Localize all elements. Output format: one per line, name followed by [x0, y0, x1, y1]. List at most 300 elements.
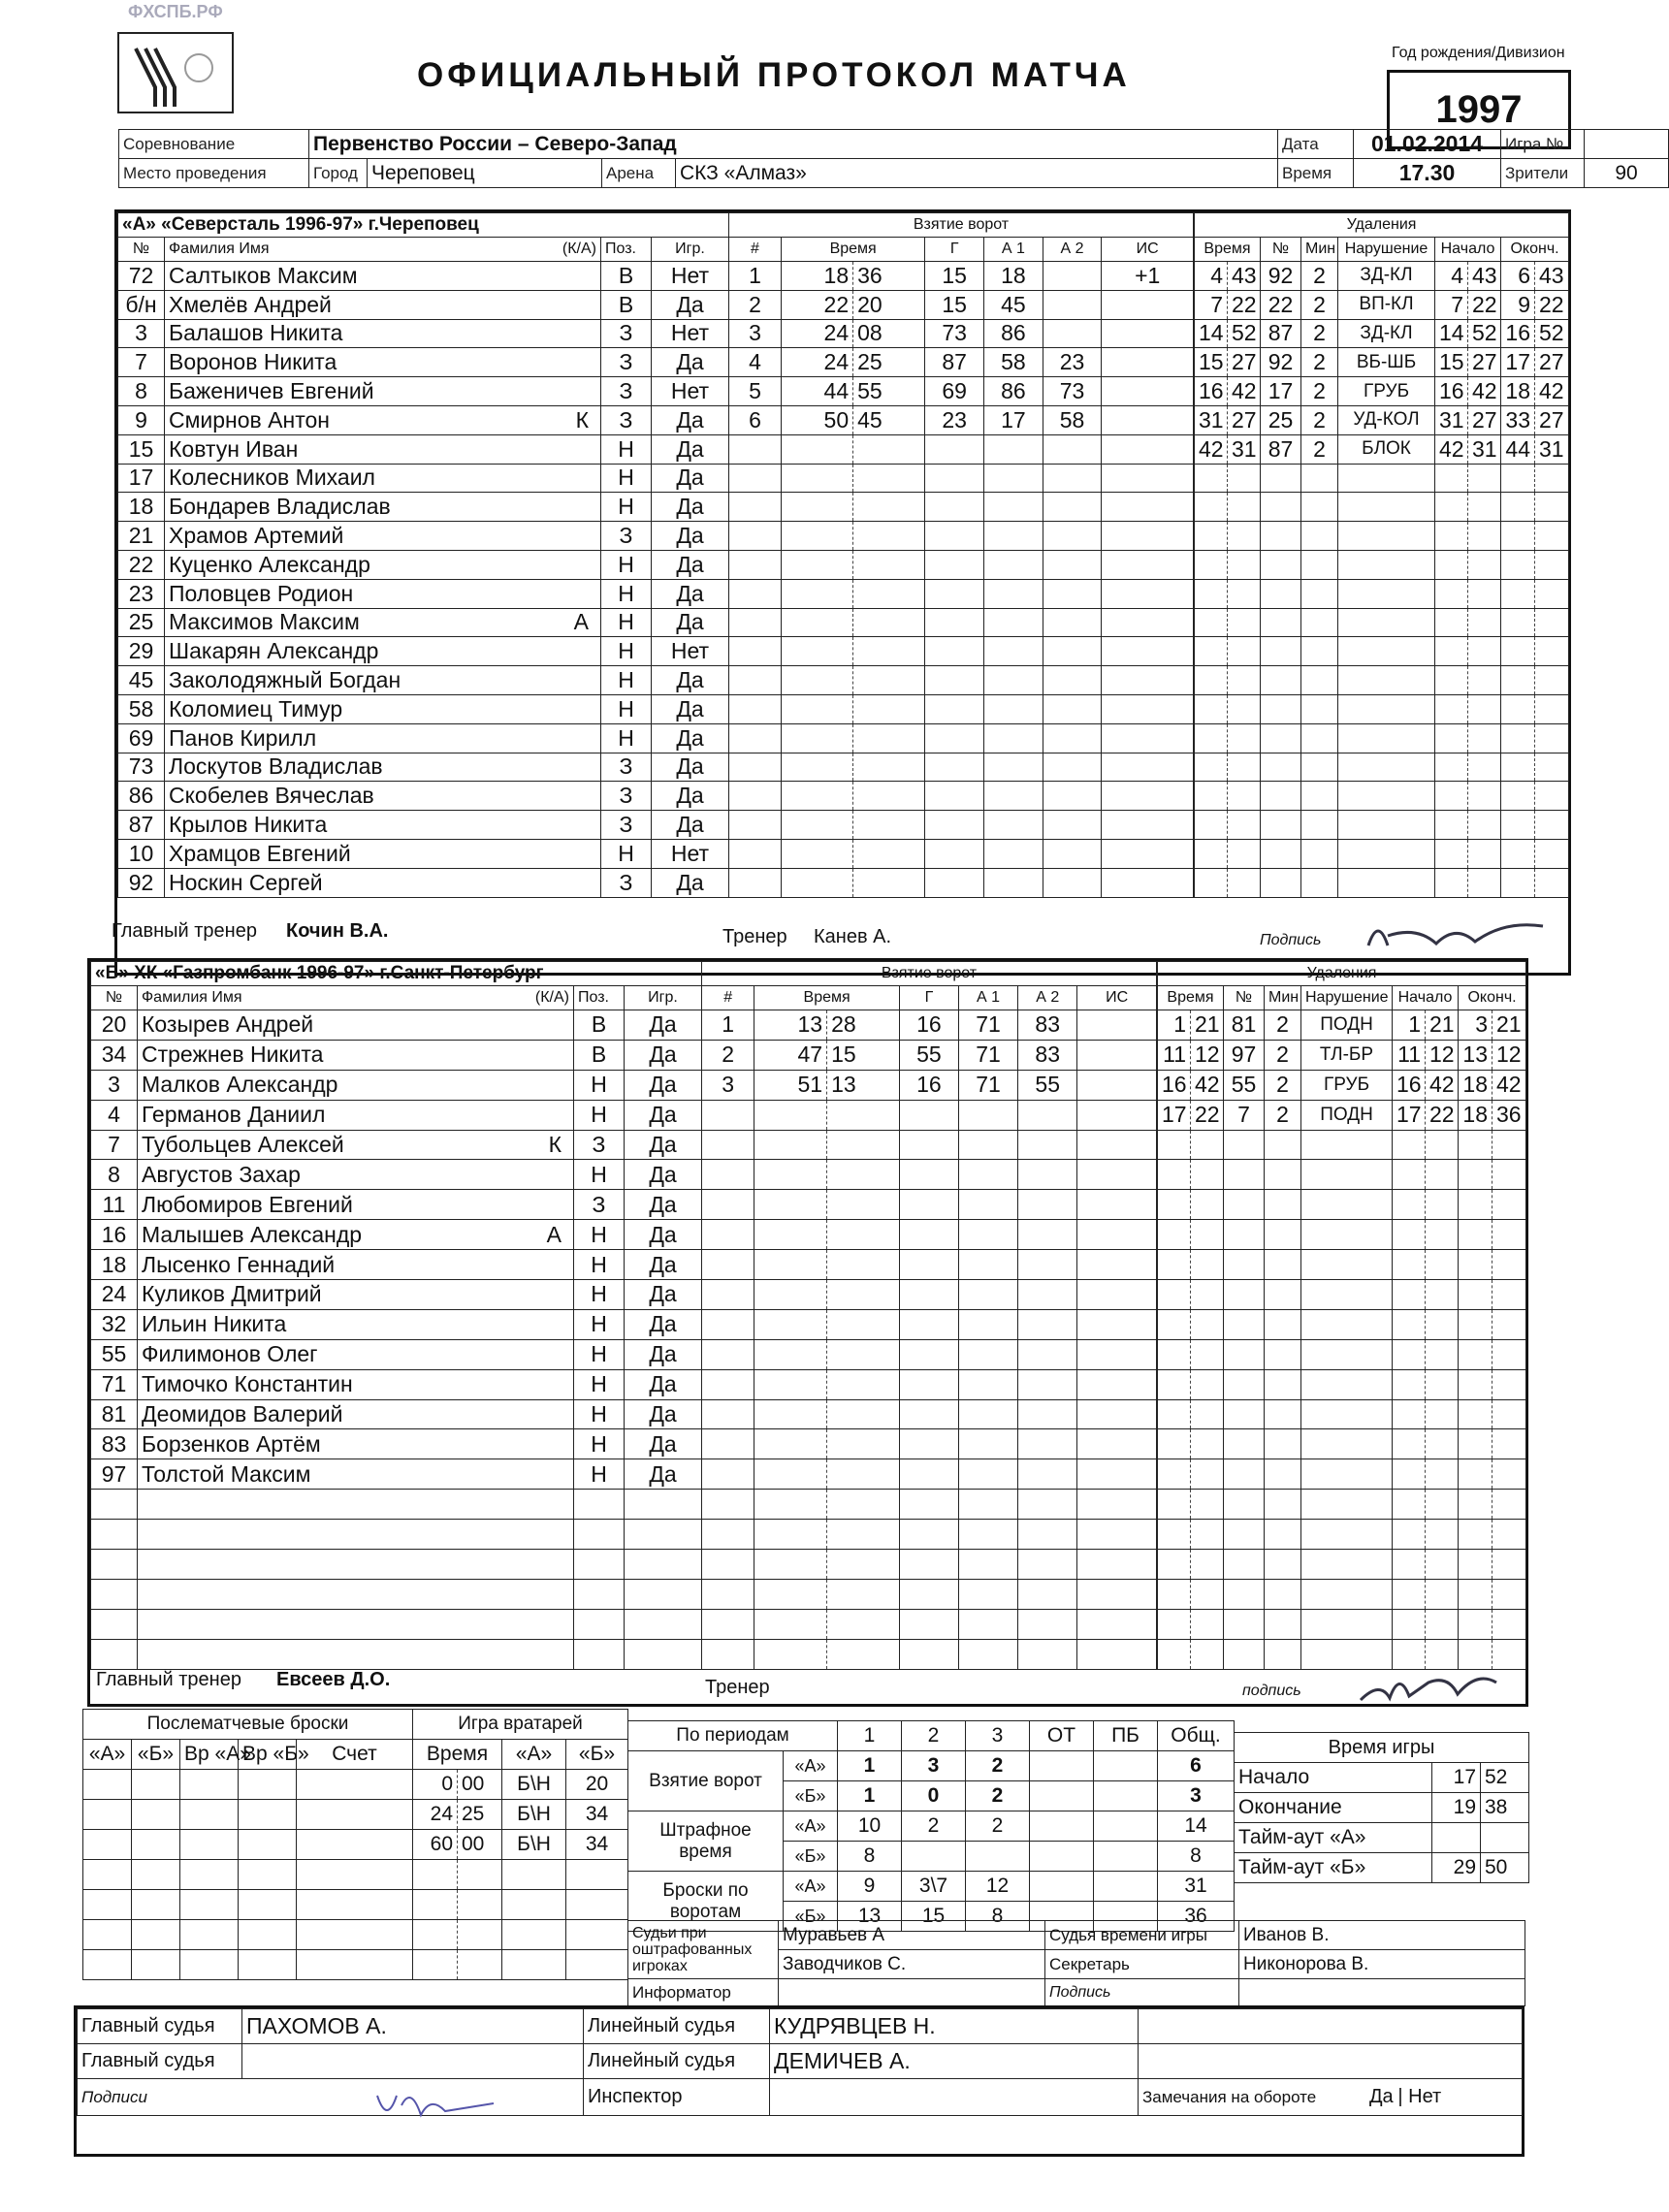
- pen-end-sec: 36: [1492, 1100, 1526, 1130]
- goal-index: [702, 1490, 754, 1520]
- table-row: [91, 1490, 702, 1520]
- pen-minutes: [1265, 1459, 1301, 1490]
- pen-start-min: [1435, 579, 1468, 608]
- team-a-label: «А»: [784, 1811, 838, 1842]
- player-name: [165, 782, 601, 811]
- goal-assist-2: [1043, 493, 1102, 522]
- player-position: З: [601, 348, 652, 377]
- period-shots-cell: 3\7: [902, 1872, 966, 1902]
- pen-minutes: [1265, 1399, 1301, 1429]
- goal-scorer: [899, 1550, 958, 1580]
- pen-start-sec: [1468, 723, 1501, 753]
- period-goals-cell: 2: [966, 1781, 1030, 1811]
- pen-start-min: 16: [1435, 377, 1468, 406]
- goal-scorer: [899, 1520, 958, 1550]
- player-played: [625, 1609, 702, 1639]
- goal-row: [702, 1070, 1157, 1100]
- goal-assist-2: [1043, 319, 1102, 348]
- pen-end-sec: [1492, 1490, 1526, 1520]
- player-name: [165, 723, 601, 753]
- goalie-row: [413, 1950, 628, 1980]
- pen-infraction: ГРУБ: [1301, 1070, 1393, 1100]
- pen-time-min: [1195, 868, 1228, 897]
- col-pos-played: [574, 986, 625, 1010]
- goal-scorer: [925, 666, 984, 695]
- pen-start-sec: [1468, 493, 1501, 522]
- penalty-row: [1195, 839, 1569, 868]
- pen-time-sec: [1191, 1250, 1224, 1280]
- pen-infraction: [1338, 811, 1435, 840]
- goal-scorer: 55: [899, 1040, 958, 1070]
- pen-time-min: 7: [1195, 290, 1228, 319]
- pen-minutes: [1265, 1639, 1301, 1669]
- pen-end-min: [1501, 608, 1535, 637]
- player-played: Нет: [652, 262, 729, 291]
- team-a-section: [114, 209, 1571, 976]
- penalty-row: [1195, 608, 1569, 637]
- pen-infraction: [1338, 694, 1435, 723]
- player-played: Да: [652, 522, 729, 551]
- pen-end-min: [1501, 666, 1535, 695]
- player-played: [625, 1550, 702, 1580]
- goal-situation: [1077, 1309, 1157, 1339]
- player-number: [91, 1639, 138, 1669]
- goal-assist-1: [984, 464, 1043, 493]
- pen-infraction: [1301, 1550, 1393, 1580]
- player-position: З: [601, 811, 652, 840]
- goals-col-a2: А 2: [1043, 238, 1102, 262]
- goal-situation: [1077, 1520, 1157, 1550]
- player-number: [91, 1550, 138, 1580]
- goal-second: [853, 493, 925, 522]
- period-goals-cell: 1: [838, 1781, 902, 1811]
- pen-end-min: 17: [1501, 348, 1535, 377]
- goal-situation: [1077, 1220, 1157, 1250]
- table-row: [118, 319, 729, 348]
- pen-time-sec: 27: [1228, 405, 1261, 434]
- player-name: [138, 1459, 574, 1490]
- table-row: [118, 434, 729, 464]
- gametime-end-m: 19: [1432, 1793, 1481, 1823]
- pen-minutes: [1301, 637, 1338, 666]
- pen-time-min: 31: [1195, 405, 1228, 434]
- goal-minute: 50: [781, 405, 852, 434]
- goal-minute: [781, 811, 852, 840]
- player-number: 18: [118, 493, 165, 522]
- penalty-row: [1195, 464, 1569, 493]
- player-name: [138, 1190, 574, 1220]
- inspector-value: [770, 2079, 1139, 2116]
- player-name-text: Коломиец Тимур: [169, 695, 343, 721]
- arena-label: Арена: [602, 159, 676, 188]
- pen-time-min: 16: [1158, 1070, 1191, 1100]
- ref2-label: Главный судья: [78, 2044, 242, 2079]
- goal-second: [853, 637, 925, 666]
- gametime-toa-s: [1481, 1823, 1529, 1853]
- pen-col-num: №: [1224, 986, 1265, 1010]
- pen-infraction: [1338, 464, 1435, 493]
- player-position: Н: [574, 1100, 625, 1130]
- goal-assist-2: [1018, 1339, 1077, 1369]
- pen-player: 25: [1261, 405, 1301, 434]
- pen-end-min: [1501, 868, 1535, 897]
- goal-scorer: 69: [925, 377, 984, 406]
- pen-player: [1224, 1280, 1265, 1310]
- pen-header-row: [1158, 986, 1526, 1010]
- goal-assist-2: [1018, 1190, 1077, 1220]
- goal-assist-2: 83: [1018, 1040, 1077, 1070]
- pen-time-sec: [1191, 1609, 1224, 1639]
- pen-end-sec: [1492, 1550, 1526, 1580]
- timekeeper-label: Судья времени игры: [1045, 1921, 1239, 1950]
- goal-row: [702, 1040, 1157, 1070]
- pen-minutes: [1301, 666, 1338, 695]
- periods-col-3: 3: [966, 1721, 1030, 1751]
- player-number: б/н: [118, 290, 165, 319]
- goal-assist-2: [1018, 1250, 1077, 1280]
- goal-situation: [1102, 434, 1194, 464]
- pen-time-min: [1158, 1609, 1191, 1639]
- pen-minutes: 2: [1301, 377, 1338, 406]
- pen-player: [1261, 550, 1301, 579]
- goal-index: [702, 1609, 754, 1639]
- player-name-text: Тимочко Константин: [142, 1371, 353, 1397]
- goal-scorer: [925, 493, 984, 522]
- pen-player: 87: [1261, 319, 1301, 348]
- player-played: Да: [652, 868, 729, 897]
- pen-time-min: [1195, 811, 1228, 840]
- pen-time-sec: 42: [1191, 1070, 1224, 1100]
- goal-second: [853, 434, 925, 464]
- pen-time-sec: [1191, 1399, 1224, 1429]
- gametime-end-label: Окончание: [1235, 1793, 1432, 1823]
- pen-end-min: [1459, 1190, 1492, 1220]
- player-name: [165, 608, 601, 637]
- pen-end-sec: [1492, 1520, 1526, 1550]
- pen-end-sec: [1535, 608, 1569, 637]
- pen-time-min: [1195, 464, 1228, 493]
- pen-infraction: [1301, 1399, 1393, 1429]
- goal-assist-2: [1018, 1579, 1077, 1609]
- goal-scorer: [899, 1609, 958, 1639]
- team-b-roster: [90, 961, 702, 1670]
- pen-end-sec: [1492, 1220, 1526, 1250]
- goal-assist-1: [958, 1280, 1017, 1310]
- pen-time-sec: [1191, 1220, 1224, 1250]
- player-number: 92: [118, 868, 165, 897]
- shootout-cell: [132, 1890, 180, 1920]
- goal-second: [853, 868, 925, 897]
- pen-end-sec: [1535, 464, 1569, 493]
- goal-situation: [1077, 1010, 1157, 1041]
- goal-row: [702, 1550, 1157, 1580]
- pen-start-sec: [1426, 1579, 1459, 1609]
- goal-minute: [754, 1190, 827, 1220]
- goal-second: [853, 753, 925, 782]
- goal-minute: [754, 1459, 827, 1490]
- pen-end-sec: [1535, 723, 1569, 753]
- goal-second: [853, 839, 925, 868]
- shootout-cell: [132, 1830, 180, 1860]
- pen-infraction: ЗД-КЛ: [1338, 262, 1435, 291]
- player-played: Да: [625, 1250, 702, 1280]
- pen-player: [1261, 637, 1301, 666]
- pen-start-min: [1393, 1399, 1426, 1429]
- pen-player: [1224, 1399, 1265, 1429]
- goal-second: [827, 1579, 900, 1609]
- period-shots-label: Броски по воротам: [628, 1872, 784, 1932]
- table-row: [118, 579, 729, 608]
- goal-row: [729, 579, 1194, 608]
- player-played: Да: [652, 608, 729, 637]
- pen-infraction: ЗД-КЛ: [1338, 319, 1435, 348]
- goalie-row: [413, 1830, 628, 1860]
- pen-minutes: [1301, 782, 1338, 811]
- penalty-row: [1195, 637, 1569, 666]
- table-row: [91, 1010, 702, 1041]
- goal-assist-1: 86: [984, 319, 1043, 348]
- penalty-row: [1158, 1280, 1526, 1310]
- pen-infraction: ПОДН: [1301, 1100, 1393, 1130]
- pen-end-sec: [1492, 1459, 1526, 1490]
- player-name: [138, 1429, 574, 1459]
- player-number: 3: [118, 319, 165, 348]
- shootout-cell: [180, 1800, 239, 1830]
- player-position: Н: [601, 493, 652, 522]
- team-b-label: «Б»: [784, 1781, 838, 1811]
- player-position: З: [601, 405, 652, 434]
- player-position: В: [574, 1040, 625, 1070]
- goal-assist-2: [1043, 608, 1102, 637]
- player-played: Нет: [652, 839, 729, 868]
- goal-assist-2: 23: [1043, 348, 1102, 377]
- goal-situation: [1102, 348, 1194, 377]
- pen-time-min: [1158, 1399, 1191, 1429]
- pen-player: [1261, 666, 1301, 695]
- goal-index: [702, 1639, 754, 1669]
- goal-assist-1: [958, 1339, 1017, 1369]
- player-name: [138, 1490, 574, 1520]
- pen-player: 55: [1224, 1070, 1265, 1100]
- pen-end-min: 18: [1501, 377, 1535, 406]
- shootout-cell: [297, 1800, 413, 1830]
- pen-infraction: [1338, 550, 1435, 579]
- team-title: «Б» ХК «Газпромбанк 1996-97» г.Санкт-Петербург: [91, 962, 702, 986]
- penalty-row: [1195, 262, 1569, 291]
- goal-scorer: 16: [899, 1010, 958, 1041]
- player-number: 87: [118, 811, 165, 840]
- date-value: 01.02.2014: [1354, 130, 1501, 159]
- goal-scorer: [899, 1309, 958, 1339]
- gametime-tob-label: Тайм-аут «Б»: [1235, 1853, 1432, 1883]
- pen-end-sec: [1492, 1429, 1526, 1459]
- table-row: [118, 377, 729, 406]
- player-name: [138, 1130, 574, 1160]
- pen-time-min: [1158, 1490, 1191, 1520]
- pen-player: [1224, 1309, 1265, 1339]
- player-name-text: Ковтун Иван: [169, 435, 299, 462]
- period-goals-row-a: [628, 1751, 1235, 1781]
- pen-time-sec: [1228, 464, 1261, 493]
- goal-assist-2: [1043, 868, 1102, 897]
- gametime-start-s: 52: [1481, 1763, 1529, 1793]
- goals-header-row: [729, 238, 1194, 262]
- pen-time-min: [1158, 1190, 1191, 1220]
- goalie-a: Б\Н: [502, 1800, 566, 1830]
- pen-start-sec: [1426, 1550, 1459, 1580]
- table-row: [91, 1160, 702, 1190]
- goal-scorer: [925, 464, 984, 493]
- goal-assist-1: [984, 839, 1043, 868]
- goal-second: [827, 1639, 900, 1669]
- goal-second: 15: [827, 1040, 900, 1070]
- goal-second: [827, 1369, 900, 1399]
- goal-row: [702, 1130, 1157, 1160]
- penalty-row: [1158, 1550, 1526, 1580]
- pen-infraction: [1338, 782, 1435, 811]
- pen-player: [1224, 1369, 1265, 1399]
- pen-time-min: [1158, 1309, 1191, 1339]
- goal-situation: [1102, 637, 1194, 666]
- pen-infraction: [1301, 1250, 1393, 1280]
- player-position: В: [574, 1010, 625, 1041]
- player-played: Да: [625, 1369, 702, 1399]
- player-number: 81: [91, 1399, 138, 1429]
- goal-scorer: [899, 1639, 958, 1669]
- goal-second: [853, 608, 925, 637]
- goal-row: [729, 839, 1194, 868]
- pen-start-min: [1393, 1550, 1426, 1580]
- pen-time-min: [1195, 753, 1228, 782]
- pen-time-sec: [1191, 1639, 1224, 1669]
- pen-col-end: Оконч.: [1501, 238, 1569, 262]
- player-number: 11: [91, 1190, 138, 1220]
- goal-row: [702, 1250, 1157, 1280]
- team-b-goals: [701, 961, 1157, 1670]
- goal-situation: +1: [1102, 262, 1194, 291]
- goal-index: 2: [729, 290, 782, 319]
- player-name-text: Ильин Никита: [142, 1311, 287, 1337]
- period-pim-cell: [1030, 1842, 1094, 1872]
- goal-minute: [781, 464, 852, 493]
- table-row: [118, 405, 729, 434]
- pen-time-sec: [1191, 1490, 1224, 1520]
- pen-player: [1224, 1160, 1265, 1190]
- penalty-row: [1195, 434, 1569, 464]
- goal-situation: [1102, 811, 1194, 840]
- goal-assist-1: [984, 868, 1043, 897]
- team-a-label: «А»: [784, 1751, 838, 1781]
- player-name: [138, 1309, 574, 1339]
- pen-time-min: [1195, 579, 1228, 608]
- goalies-title: Игра вратарей: [413, 1710, 628, 1740]
- goal-index: [702, 1339, 754, 1369]
- player-number: 3: [91, 1070, 138, 1100]
- player-position: Н: [574, 1309, 625, 1339]
- goal-minute: 13: [754, 1010, 827, 1041]
- goalie-time-min: 24: [413, 1800, 458, 1830]
- pen-minutes: [1265, 1550, 1301, 1580]
- goal-assist-1: 71: [958, 1040, 1017, 1070]
- player-position: В: [601, 290, 652, 319]
- pen-time-sec: [1228, 637, 1261, 666]
- shootout-row: [83, 1800, 413, 1830]
- period-goals-cell: 0: [902, 1781, 966, 1811]
- period-goals-cell: [1094, 1751, 1158, 1781]
- pen-start-sec: [1426, 1309, 1459, 1339]
- player-name-text: Августов Захар: [142, 1161, 301, 1187]
- team-b-label: «Б»: [784, 1902, 838, 1932]
- shootout-row: [83, 1860, 413, 1890]
- logo: [116, 2, 242, 116]
- pen-time-sec: 52: [1228, 319, 1261, 348]
- goal-minute: [754, 1520, 827, 1550]
- goals-col-idx: #: [702, 986, 754, 1010]
- pen-infraction: [1301, 1220, 1393, 1250]
- shootout-cell: [132, 1800, 180, 1830]
- pen-player: [1224, 1520, 1265, 1550]
- pen-start-sec: [1426, 1399, 1459, 1429]
- remarks-blank-1: [1139, 2009, 1523, 2044]
- goal-index: [729, 811, 782, 840]
- pen-end-sec: [1492, 1190, 1526, 1220]
- pen-start-min: 1: [1393, 1010, 1426, 1041]
- goal-scorer: [899, 1399, 958, 1429]
- pen-minutes: [1301, 811, 1338, 840]
- goal-minute: [754, 1429, 827, 1459]
- player-position: [574, 1639, 625, 1669]
- shootout-row: [83, 1770, 413, 1800]
- shootout-cell: [239, 1800, 297, 1830]
- penalty-row: [1158, 1369, 1526, 1399]
- player-name-text: Малышев Александр: [142, 1221, 363, 1247]
- gametime-start-label: Начало: [1235, 1763, 1432, 1793]
- roster-title-row: [91, 962, 702, 986]
- goal-row: [729, 377, 1194, 406]
- pen-start-min: [1435, 493, 1468, 522]
- penalty-row: [1158, 1160, 1526, 1190]
- goal-situation: [1077, 1130, 1157, 1160]
- team-b-signature-icon: [1351, 1661, 1506, 1710]
- goal-scorer: [925, 782, 984, 811]
- period-pim-cell: 14: [1158, 1811, 1235, 1842]
- shootout-cell: [297, 1950, 413, 1980]
- period-shots-cell: 9: [838, 1872, 902, 1902]
- goal-row: [702, 1309, 1157, 1339]
- player-name-text: Лысенко Геннадий: [142, 1251, 336, 1277]
- goal-second: [853, 579, 925, 608]
- player-name: [165, 579, 601, 608]
- goal-assist-2: [1043, 839, 1102, 868]
- col-name-label: Фамилия Имя: [142, 989, 242, 1006]
- pen-time-min: [1158, 1250, 1191, 1280]
- player-name: [165, 493, 601, 522]
- goal-assist-2: [1018, 1369, 1077, 1399]
- team-a-signature-label: Подпись: [1260, 932, 1322, 948]
- goals-title: Взятие ворот: [702, 962, 1157, 986]
- pen-start-min: 42: [1435, 434, 1468, 464]
- goal-scorer: 87: [925, 348, 984, 377]
- goals-col-time: Время: [754, 986, 899, 1010]
- player-position: Н: [574, 1220, 625, 1250]
- pen-time-min: [1158, 1220, 1191, 1250]
- pen-time-sec: [1191, 1309, 1224, 1339]
- player-number: 17: [118, 464, 165, 493]
- shootout-cell: [132, 1770, 180, 1800]
- pen-end-sec: [1535, 493, 1569, 522]
- pen-player: [1261, 608, 1301, 637]
- goal-assist-1: [984, 608, 1043, 637]
